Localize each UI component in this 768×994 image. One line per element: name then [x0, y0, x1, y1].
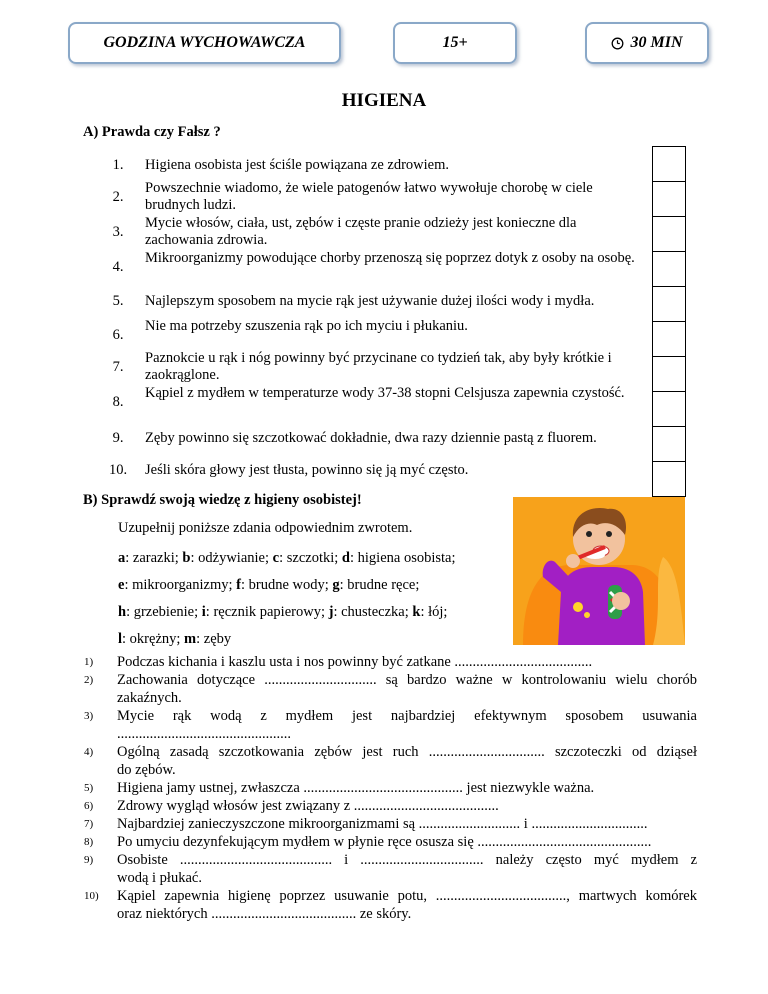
sentence-line: Najbardziej zanieczyszczone mikroorganizmami są ............................ i ................................: [117, 816, 648, 832]
sentence-line: ................................................: [117, 726, 291, 742]
sentence-number: 2): [84, 674, 94, 686]
sentence-line: Higiena jamy ustnej, zwłaszcza ............................................ jest niezwykle ważna.: [117, 780, 595, 796]
sentence-line: Zachowania dotyczące ............................... są bardzo ważne w kontrolowaniu wielu chorób: [117, 672, 697, 688]
sentence-number: 7): [84, 818, 94, 830]
sentence-number: 6): [84, 800, 94, 812]
sentence-line: zakaźnych.: [117, 690, 182, 706]
item-text: Kąpiel z mydłem w temperaturze wody 37-38 stopni Celsjusza zapewnia czystość.: [145, 385, 625, 401]
sentence-line: wodą i płukać.: [117, 870, 202, 886]
sentence-number: 5): [84, 782, 94, 794]
sentence-number: 1): [84, 656, 94, 668]
option-value: : grzebienie;: [126, 604, 202, 620]
item-text: Mycie włosów, ciała, ust, zębów i częste pranie odzieży jest konieczne dla zachowania zdrowia.: [145, 215, 577, 248]
option-key: j: [328, 604, 334, 620]
option-value: : brudne ręce;: [339, 577, 420, 593]
word-bank-line: [118, 604, 498, 621]
option-key: a: [118, 550, 126, 566]
item-text: Mikroorganizmy powodujące chorby przenoszą się poprzez dotyk z osoby na osobę.: [145, 250, 635, 266]
section-a-heading: A) Prawda czy Fałsz ?: [83, 124, 221, 140]
item-text: Nie ma potrzeby szuszenia rąk po ich myciu i płukaniu.: [145, 318, 468, 334]
item-number: 7.: [112, 359, 124, 375]
option-value: : łój;: [420, 604, 448, 620]
option-key: h: [118, 604, 127, 620]
header-pill-age: [393, 22, 517, 64]
item-number: 3.: [112, 224, 124, 240]
option-key: m: [184, 631, 197, 647]
sentence-number: 3): [84, 710, 94, 722]
header-pill-label: 30 MIN: [630, 34, 683, 51]
sentence-line: Kąpiel zapewnia higienę poprzez usuwanie potu, ...................................., martwych komórek: [117, 888, 697, 904]
header-pill-class-hour: [68, 22, 341, 64]
sentence-line: Mycie rąk wodą z mydłem jest najbardziej efektywnym sposobem usuwania: [117, 708, 697, 724]
option-key: d: [341, 550, 350, 566]
option-value: : okrężny;: [122, 631, 185, 647]
answer-box[interactable]: [652, 357, 686, 392]
option-key: k: [412, 604, 421, 620]
option-key: i: [201, 604, 206, 620]
option-key: c: [272, 550, 280, 566]
sentence-line: Podczas kichania i kaszlu usta i nos powinny być zatkane ......................................: [117, 654, 593, 670]
option-value: : higiena osobista;: [350, 550, 456, 566]
answer-box[interactable]: [652, 252, 686, 287]
option-value: : chusteczka;: [333, 604, 413, 620]
answer-box[interactable]: [652, 287, 686, 322]
page-title: HIGIENA: [341, 90, 427, 111]
sentence-line: oraz niektórych ........................................ ze skóry.: [117, 906, 412, 922]
item-text: Higiena osobista jest ściśle powiązana ze zdrowiem.: [145, 157, 449, 173]
option-value: : zęby: [196, 631, 232, 647]
sentence-line: Po umyciu dezynfekującym mydłem w płynie ręce osusza się ................................................: [117, 834, 652, 850]
clock-icon: [611, 37, 624, 50]
option-value: : szczotki;: [279, 550, 342, 566]
answer-box[interactable]: [652, 217, 686, 252]
option-value: : odżywianie;: [190, 550, 273, 566]
word-bank-line: [118, 550, 498, 567]
sentence-number: 4): [84, 746, 94, 758]
header-pill-time: [585, 22, 709, 64]
sentence-line: Zdrowy wygląd włosów jest związany z ........................................: [117, 798, 499, 814]
item-number: 4.: [112, 259, 124, 275]
option-key: g: [332, 577, 340, 593]
option-key: l: [118, 631, 123, 647]
option-value: : brudne wody;: [240, 577, 333, 593]
answer-box[interactable]: [652, 462, 686, 497]
item-number: 2.: [112, 189, 124, 205]
item-text: Zęby powinno się szczotkować dokładnie, dwa razy dziennie pastą z fluorem.: [145, 430, 597, 446]
answer-box[interactable]: [652, 392, 686, 427]
section-b-heading: B) Sprawdź swoją wiedzę z higieny osobistej!: [83, 492, 362, 508]
sentence-number: 9): [84, 854, 94, 866]
item-number: 9.: [112, 430, 124, 446]
boy-brushing-teeth-illustration: [513, 497, 685, 645]
word-bank-line: [118, 577, 498, 594]
item-number: 8.: [112, 394, 124, 410]
option-value: : mikroorganizmy;: [124, 577, 237, 593]
sentence-number: 10): [84, 890, 99, 902]
answer-box[interactable]: [652, 146, 686, 182]
answer-box-column: [652, 146, 686, 497]
section-b-instruction: Uzupełnij poniższe zdania odpowiednim zwrotem.: [118, 520, 413, 536]
answer-box[interactable]: [652, 182, 686, 217]
item-number: 5.: [112, 293, 124, 309]
header-pill-label: 15+: [442, 34, 468, 51]
item-text: Paznokcie u rąk i nóg powinny być przycinane co tydzień tak, aby były krótkie i zaokrąglone.: [145, 350, 612, 383]
sentence-line: Osobiste .......................................... i .................................. należy często myć mydłem z: [117, 852, 697, 868]
item-text: Jeśli skóra głowy jest tłusta, powinno się ją myć często.: [145, 462, 469, 478]
header-pill-label: GODZINA WYCHOWAWCZA: [103, 34, 306, 51]
sentence-line: Ogólną zasadą szczotkowania zębów jest ruch ................................ szczoteczki od dziąseł: [117, 744, 697, 760]
item-number: 1.: [112, 157, 124, 173]
option-key: e: [118, 577, 125, 593]
sentence-number: 8): [84, 836, 94, 848]
answer-box[interactable]: [652, 427, 686, 462]
sentence-line: do zębów.: [117, 762, 176, 778]
item-text: Powszechnie wiadomo, że wiele patogenów łatwo wywołuje chorobę w ciele brudnych ludzi.: [145, 180, 593, 213]
item-number: 6.: [112, 327, 124, 343]
option-key: b: [182, 550, 191, 566]
word-bank-line: [118, 631, 498, 648]
item-text: Najlepszym sposobem na mycie rąk jest używanie dużej ilości wody i mydła.: [145, 293, 595, 309]
option-value: : ręcznik papierowy;: [205, 604, 329, 620]
option-value: : zarazki;: [125, 550, 183, 566]
item-number: 10.: [108, 462, 128, 478]
answer-box[interactable]: [652, 322, 686, 357]
option-key: f: [236, 577, 241, 593]
